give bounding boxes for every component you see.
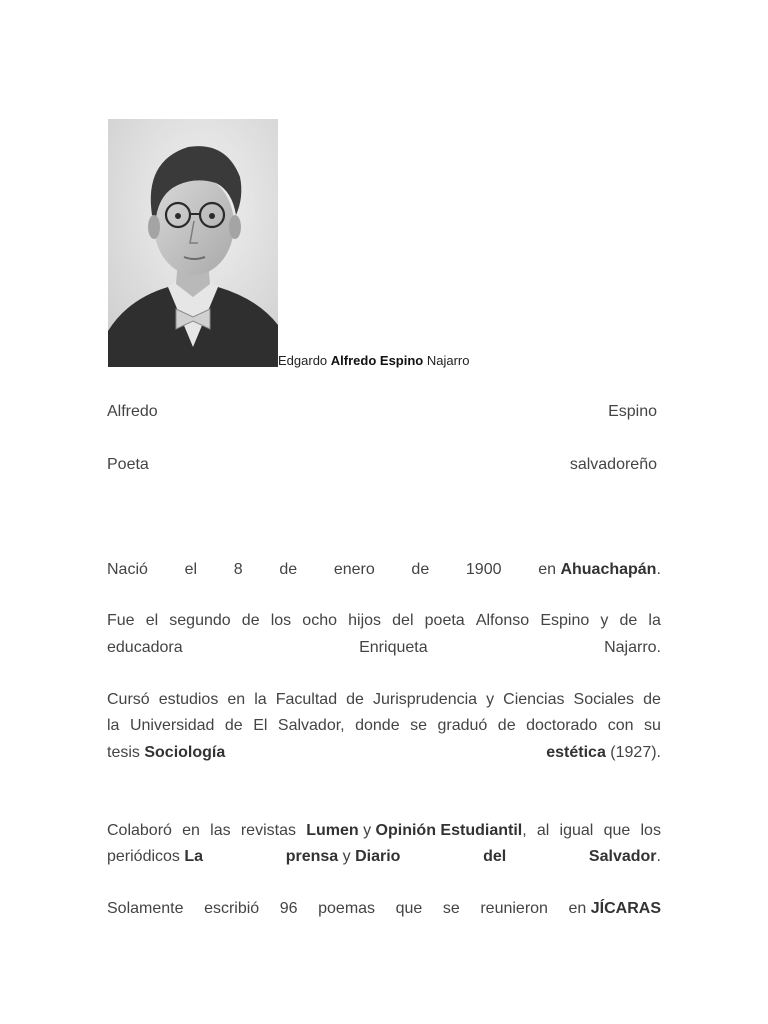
thesis-year: (1927).	[610, 744, 661, 761]
birth-word: Nació	[107, 561, 148, 578]
poems-word: se	[442, 900, 460, 917]
thesis-title-word: estética	[546, 744, 606, 761]
family-word: el	[145, 612, 159, 629]
magazines-word: revistas	[240, 822, 296, 839]
birth-word: el	[184, 561, 198, 578]
birth-word: enero	[333, 561, 375, 578]
thesis-right	[546, 740, 661, 766]
family-word: Alfonso	[475, 612, 530, 629]
magazines-word: periódicos	[107, 848, 180, 865]
magazines-word: los	[640, 822, 661, 839]
studies-word: estudios	[158, 691, 219, 708]
studies-word: su	[644, 717, 661, 734]
poems-word: reunieron	[480, 900, 548, 917]
studies-word: donde	[355, 717, 400, 734]
newspaper-title: Salvador	[588, 848, 657, 865]
family-word: de	[241, 612, 260, 629]
studies-word: de	[224, 717, 243, 734]
salvador-group	[589, 844, 661, 870]
poems-word: poemas	[318, 900, 376, 917]
studies-word: Sociales	[573, 691, 635, 708]
magazines-line-1	[107, 818, 661, 844]
studies-line-1	[107, 687, 661, 713]
newspaper-title: Diario	[355, 848, 401, 865]
thesis-left	[107, 740, 225, 766]
birth-line	[107, 557, 661, 583]
thesis-title-word: Sociología	[144, 744, 226, 761]
family-word: Fue	[107, 612, 135, 629]
newspaper-title: prensa	[285, 848, 339, 865]
magazines-group	[306, 818, 526, 844]
studies-word: El	[253, 717, 268, 734]
poems-line	[107, 896, 661, 922]
studies-word: de	[497, 717, 516, 734]
studies-word: graduó	[437, 717, 488, 734]
studies-word: y	[486, 691, 495, 708]
family-word: Najarro.	[604, 639, 661, 656]
studies-word: doctorado	[526, 717, 598, 734]
magazines-word: igual	[559, 822, 594, 839]
studies-word: Salvador,	[277, 717, 345, 734]
birth-place	[538, 557, 661, 583]
studies-word: la	[107, 717, 120, 734]
name-line	[107, 399, 661, 425]
magazines-word: las	[210, 822, 231, 839]
poems-en: en	[568, 900, 587, 917]
magazines-word: y	[363, 822, 372, 839]
book-title: JÍCARAS	[590, 900, 661, 917]
role-right: salvadoreño	[569, 456, 657, 473]
birth-word: de	[279, 561, 298, 578]
tesis-word: tesis	[107, 744, 140, 761]
poems-word: Solamente	[107, 900, 184, 917]
poems-word: 96	[279, 900, 298, 917]
magazine-title: Lumen	[306, 822, 359, 839]
studies-word: de	[643, 691, 661, 708]
family-word: hijos	[348, 612, 382, 629]
family-word: del	[392, 612, 414, 629]
studies-word: Cursó	[107, 691, 150, 708]
studies-word: Universidad	[129, 717, 215, 734]
newspaper-title: La	[184, 848, 204, 865]
magazines-word: y	[342, 848, 351, 865]
birth-en: en	[538, 561, 556, 578]
birth-period: .	[656, 561, 661, 578]
poems-word: escribió	[204, 900, 260, 917]
poems-word: que	[395, 900, 423, 917]
caption-first-name: Edgardo	[278, 353, 328, 368]
family-line-2	[107, 635, 661, 661]
family-word: ocho	[302, 612, 337, 629]
family-line-1	[107, 608, 661, 634]
caption-last-name: Najarro	[426, 353, 470, 368]
family-word: segundo	[169, 612, 231, 629]
studies-word: en	[227, 691, 246, 708]
magazines-word: Colaboró	[107, 822, 172, 839]
family-word: educadora	[107, 639, 183, 656]
magazine-title: Opinión Estudiantil	[375, 822, 523, 839]
portrait-drawing	[108, 119, 278, 367]
poems-book-group	[569, 896, 661, 922]
family-word: la	[648, 612, 661, 629]
studies-word: Ciencias	[503, 691, 565, 708]
family-word: los	[270, 612, 292, 629]
studies-line-3	[107, 740, 661, 766]
family-word: Enriqueta	[359, 639, 428, 656]
name-right: Espino	[608, 403, 657, 420]
studies-word: Jurisprudencia	[372, 691, 478, 708]
magazines-word: que	[603, 822, 631, 839]
studies-word: de	[346, 691, 364, 708]
portrait-caption	[278, 353, 469, 368]
magazines-word: al	[536, 822, 550, 839]
studies-word: con	[607, 717, 634, 734]
role-line	[107, 452, 661, 478]
caption-bold-name: Alfredo Espino	[330, 353, 424, 368]
studies-line-2	[107, 713, 661, 739]
magazines-word: en	[182, 822, 200, 839]
role-left: Poeta	[107, 456, 149, 473]
birth-word: 1900	[465, 561, 502, 578]
studies-word: la	[254, 691, 267, 708]
prensa-group	[286, 844, 401, 870]
magazines-comma: ,	[522, 822, 527, 839]
birth-place-name: Ahuachapán	[560, 561, 657, 578]
studies-word: se	[410, 717, 427, 734]
family-word: y	[600, 612, 609, 629]
family-word: Espino	[540, 612, 590, 629]
newspaper-title: del	[483, 848, 507, 865]
magazines-line-2	[107, 844, 661, 870]
name-left: Alfredo	[107, 403, 158, 420]
author-portrait	[108, 119, 278, 367]
birth-word: 8	[233, 561, 243, 578]
family-word: poeta	[424, 612, 465, 629]
periodicos-group	[107, 844, 203, 870]
birth-word: de	[411, 561, 430, 578]
family-word: de	[619, 612, 638, 629]
magazines-period: .	[656, 848, 661, 865]
studies-word: Facultad	[275, 691, 338, 708]
